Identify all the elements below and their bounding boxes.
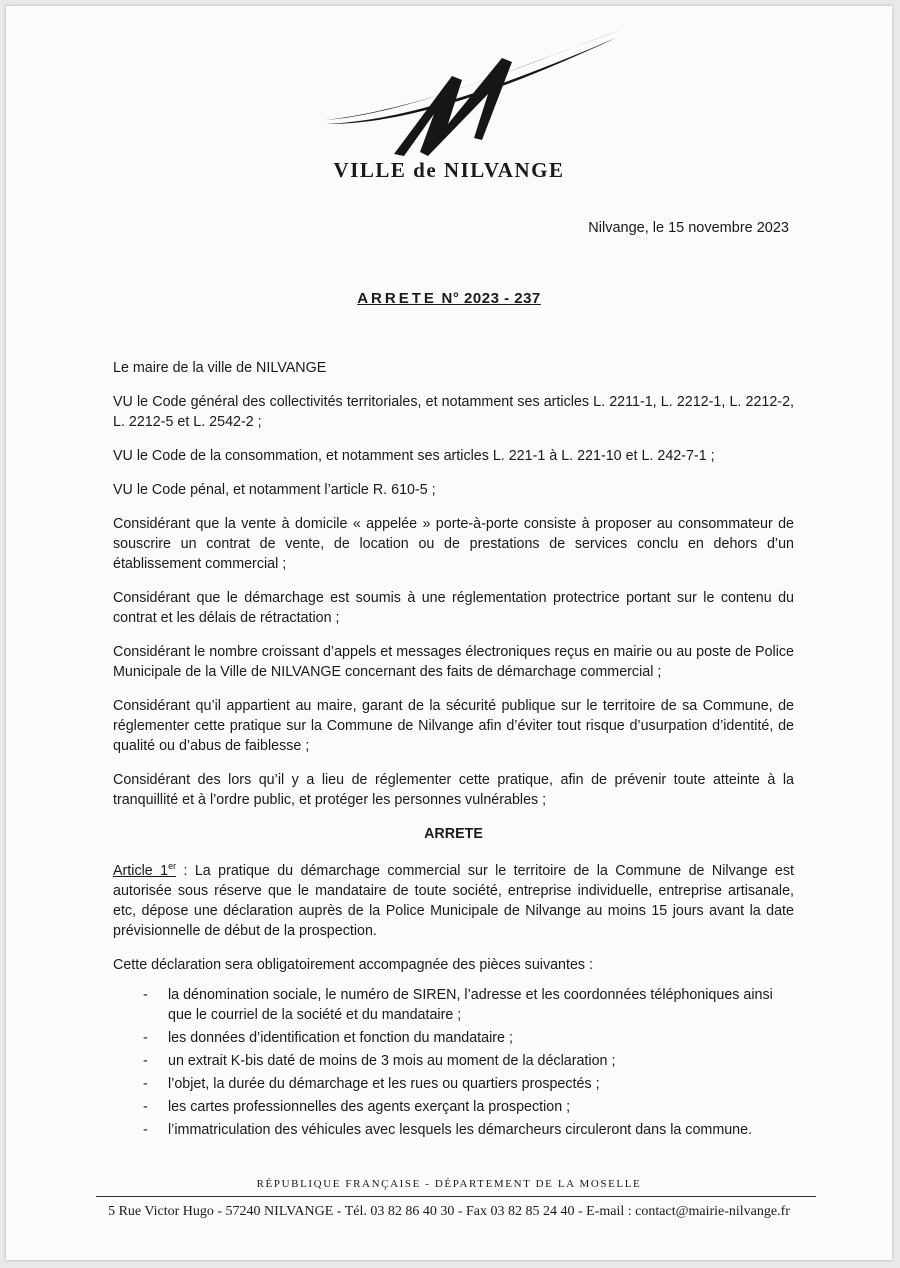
- article-1-sup: er: [168, 861, 177, 871]
- decree-number: N° 2023 - 237: [441, 290, 541, 307]
- considerant-paragraph: Considérant le nombre croissant d’appels et messages électroniques reçus en mairie ou au poste de Police Municipale de la Ville de NILVANGE concernant des faits de démarchage commercial ;: [113, 644, 794, 680]
- list-item: - l’objet, la durée du démarchage et les rues ou quartiers prospectés ;: [113, 1074, 794, 1094]
- city-name: VILLE de NILVANGE: [333, 158, 565, 182]
- vu-paragraph: VU le Code général des collectivités territoriales, et notamment ses articles L. 2211-1, L. 2212-1, L. 2212-2, L. 2212-5 et L. 2542-2 ;: [113, 394, 794, 430]
- article-1-label: [113, 863, 176, 879]
- preamble-intro: Le maire de la ville de NILVANGE: [113, 360, 327, 376]
- decision-heading: ARRETE: [424, 826, 483, 842]
- vu-paragraph: VU le Code pénal, et notamment l’article R. 610-5 ;: [113, 482, 436, 498]
- document-date: Nilvange, le 15 novembre 2023: [588, 220, 789, 236]
- list-item: - la dénomination sociale, le numéro de SIREN, l’adresse et les coordonnées téléphoniques ainsi que le courriel de la société et du mandataire ;: [113, 985, 794, 1025]
- decree-title-prefix: ARRETE: [357, 290, 437, 307]
- article-1: [113, 856, 794, 941]
- footer-divider: [96, 1196, 816, 1197]
- list-item: - l’immatriculation des véhicules avec lesquels les démarcheurs circuleront dans la commune.: [113, 1120, 794, 1140]
- considerant-paragraph: Considérant que la vente à domicile « appelée » porte-à-porte consiste à proposer au consommateur de souscrire un contrat de vente, de location ou de prestations de services conclu en dehors d’un établissement commercial ;: [113, 516, 794, 572]
- footer-republic: RÉPUBLIQUE FRANÇAISE - DÉPARTEMENT DE LA MOSELLE: [256, 1178, 642, 1190]
- considerant-paragraph: Considérant des lors qu’il y a lieu de réglementer cette pratique, afin de prévenir toute atteinte à la tranquillité et à l’ordre public, et protéger les personnes vulnérables ;: [113, 772, 794, 808]
- nilvange-logo-icon: [316, 28, 626, 158]
- list-item: - les données d’identification et fonction du mandataire ;: [113, 1028, 794, 1048]
- decree-body: [113, 358, 794, 1143]
- article-1-text: : La pratique du démarchage commercial sur le territoire de la Commune de Nilvange est autorisée sous réserve que le mandataire de toute société, entreprise individuelle, entreprise artisanale, etc, dépose une déclaration auprès de la Police Municipale de Nilvange au moins 15 jours avant la date prévisionnelle de début de la prospection.: [113, 862, 794, 939]
- list-item: - les cartes professionnelles des agents exerçant la prospection ;: [113, 1097, 794, 1117]
- pieces-list: [113, 985, 794, 1140]
- considerant-paragraph: Considérant que le démarchage est soumis à une réglementation protectrice portant sur le contenu du contrat et les délais de rétractation ;: [113, 590, 794, 626]
- footer-address: 5 Rue Victor Hugo - 57240 NILVANGE - Tél. 03 82 86 40 30 - Fax 03 82 85 24 40 - E-mail : contact@mairie-nilvange.fr: [108, 1204, 790, 1219]
- vu-paragraph: VU le Code de la consommation, et notamment ses articles L. 221-1 à L. 221-10 et L. 242-7-1 ;: [113, 448, 715, 464]
- article-1-label-text: Article 1: [113, 862, 169, 879]
- document-page: [6, 6, 892, 1260]
- decree-title: [6, 290, 892, 307]
- list-item: - un extrait K-bis daté de moins de 3 mois au moment de la déclaration ;: [113, 1051, 794, 1071]
- pieces-intro: Cette déclaration sera obligatoirement accompagnée des pièces suivantes :: [113, 956, 594, 973]
- considerant-paragraph: Considérant qu’il appartient au maire, garant de la sécurité publique sur le territoire de sa Commune, de réglementer cette pratique sur la Commune de Nilvange afin d’éviter tout risque d’usurpation d’identité, de qualité ou d’abus de faiblesse ;: [113, 698, 794, 754]
